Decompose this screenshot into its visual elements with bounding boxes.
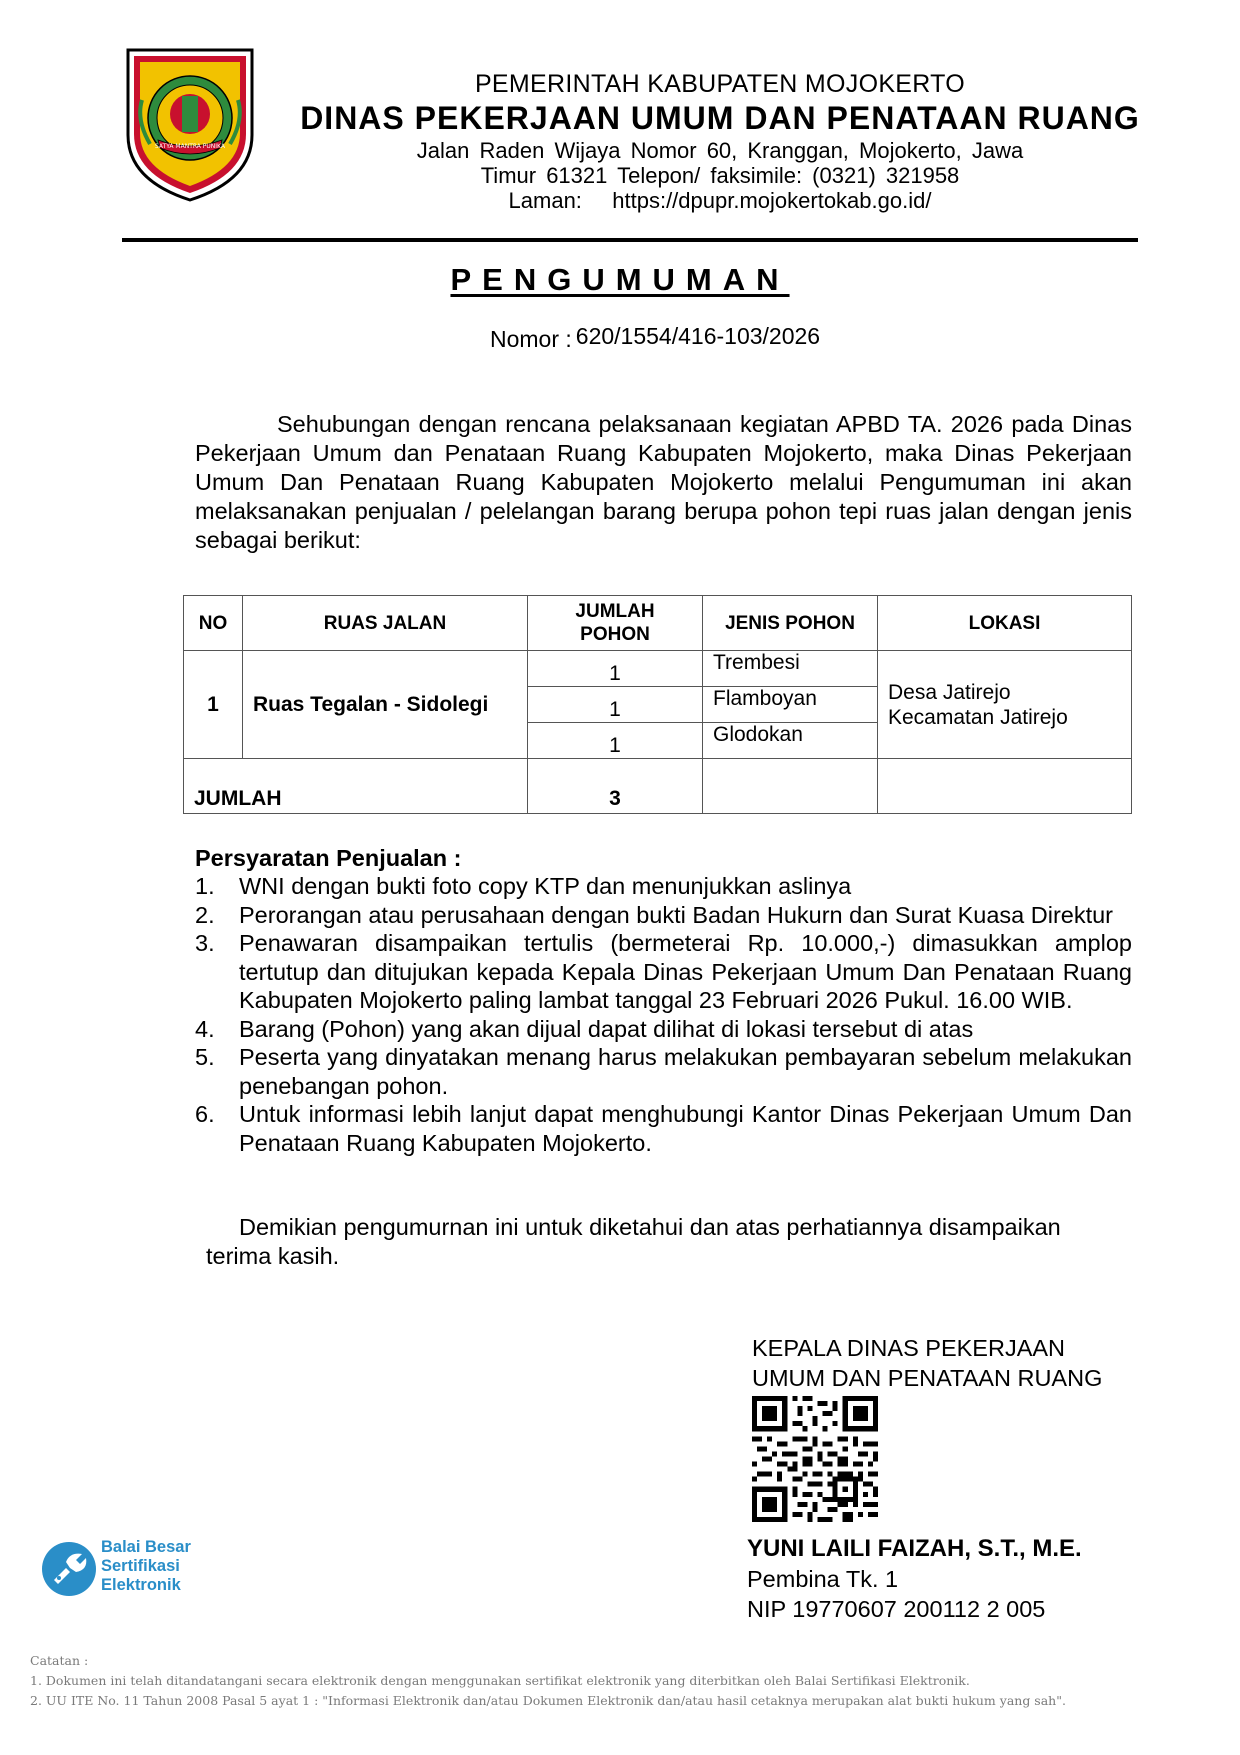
total-empty-lokasi <box>878 759 1132 814</box>
table-header-row <box>184 596 1132 651</box>
website-link[interactable]: https://dpupr.mojokertokab.go.id/ <box>612 188 932 213</box>
crest-motto: SATYA MANTRA PUNIKA <box>154 143 226 150</box>
footer-label: Catatan : <box>30 1653 89 1668</box>
qr-code-icon[interactable] <box>752 1396 878 1522</box>
signer-rank: Pembina Tk. 1 <box>747 1566 899 1592</box>
nomor-label: Nomor : <box>490 326 572 352</box>
intro-paragraph: Sehubungan dengan rencana pelaksanaan kegiatan APBD TA. 2026 pada Dinas Pekerjaan Umum dan Penataan Ruang Kabupaten Mojokerto, maka Dinas Pekerjaan Umum Dan Penataan Ruang Kabupaten Mojokerto melalui Pengumuman ini akan melaksanakan penjualan / pelelangan barang berupa pohon tepi ruas jalan dengan jenis sebagai berikut: <box>195 411 1132 553</box>
address-line-3 <box>250 188 1190 213</box>
row-no: 1 <box>184 651 243 759</box>
tree-type: Glodokan <box>703 723 878 759</box>
list-item: 3. Penawaran disampaikan tertulis (bermeterai Rp. 10.000,-) dimasukkan amplop tertutup dan ditujukan kepada Kepala Dinas Pekerjaan Umum Dan Penataan Ruang Kabupaten Mojokerto paling lambat tanggal 23 Februari 2026 Pukul. 16.00 WIB. <box>195 930 1132 1013</box>
closing-line-2: terima kasih. <box>206 1243 340 1269</box>
tree-count: 1 <box>528 687 703 723</box>
list-item: 2. Perorangan atau perusahaan dengan bukti Badan Hukurn dan Surat Kuasa Direktur <box>195 901 1114 928</box>
header-gov: PEMERINTAH KABUPATEN MOJOKERTO <box>474 70 966 98</box>
bsre-logo-icon <box>40 1540 98 1598</box>
list-item: 4. Barang (Pohon) yang akan dijual dapat dilihat di lokasi tersebut di atas <box>195 1015 974 1042</box>
header-no: NO <box>184 596 243 651</box>
row-ruas: Ruas Tegalan - Sidolegi <box>243 651 528 759</box>
header-jumlah: JUMLAH POHON <box>528 596 703 651</box>
table-row <box>184 651 1132 687</box>
lokasi-kecamatan: Kecamatan Jatirejo <box>888 705 1068 729</box>
header-jenis: JENIS POHON <box>703 596 878 651</box>
document-number <box>490 323 821 353</box>
footer-notes <box>30 1651 1066 1711</box>
header-divider <box>122 238 1138 242</box>
website-label: Laman: <box>508 188 582 213</box>
requirements-list <box>195 872 1132 1157</box>
lokasi-desa: Desa Jatirejo <box>888 680 1011 704</box>
signer-name: YUNI LAILI FAIZAH, S.T., M.E. <box>747 1535 1082 1562</box>
tree-table <box>183 595 1132 814</box>
closing-paragraph <box>195 1213 1132 1271</box>
tree-type: Trembesi <box>703 651 878 687</box>
tree-count: 1 <box>528 723 703 759</box>
nomor-value: 620/1554/416-103/2026 <box>575 323 821 349</box>
total-label: JUMLAH <box>184 759 528 814</box>
header-ruas: RUAS JALAN <box>243 596 528 651</box>
address-line-2: Timur 61321 Telepon/ faksimile: (0321) 321958 <box>480 163 960 188</box>
list-item: 6. Untuk informasi lebih lanjut dapat menghubungi Kantor Dinas Pekerjaan Umum Dan Penataan Ruang Kabupaten Mojokerto. <box>195 1101 1132 1156</box>
header-lokasi: LOKASI <box>878 596 1132 651</box>
mojokerto-regency-crest-icon <box>120 40 260 205</box>
header-address <box>250 138 1190 213</box>
signer-nip: NIP 19770607 200112 2 005 <box>747 1596 1046 1622</box>
table-total-row <box>184 759 1132 814</box>
list-item: 1. WNI dengan bukti foto copy KTP dan menunjukkan aslinya <box>195 873 852 899</box>
footer-note-2: 2. UU ITE No. 11 Tahun 2008 Pasal 5 ayat 1 : "Informasi Elektronik dan/atau Dokumen Elektronik dan/atau hasil cetaknya merupakan alat bukti hukum yang sah". <box>30 1693 1066 1708</box>
signer-position: KEPALA DINAS PEKERJAAN UMUM DAN PENATAAN RUANG <box>752 1335 1103 1391</box>
row-lokasi <box>878 651 1132 759</box>
footer-note-1: 1. Dokumen ini telah ditandatangani secara elektronik dengan menggunakan sertifikat elektronik yang diterbitkan oleh Balai Sertifikasi Elektronik. <box>30 1673 970 1688</box>
bsre-logo-text: Balai Besar Sertifikasi Elektronik <box>101 1538 191 1594</box>
total-value: 3 <box>528 759 703 814</box>
tree-type: Flamboyan <box>703 687 878 723</box>
list-item: 5. Peserta yang dinyatakan menang harus melakukan pembayaran sebelum melakukan penebangan pohon. <box>195 1044 1132 1099</box>
header-office: DINAS PEKERJAAN UMUM DAN PENATAAN RUANG <box>300 100 1140 136</box>
tree-count: 1 <box>528 651 703 687</box>
address-line-1: Jalan Raden Wijaya Nomor 60, Kranggan, Mojokerto, Jawa <box>416 138 1024 163</box>
closing-line-1: Demikian pengumurnan ini untuk diketahui dan atas perhatiannya disampaikan <box>239 1214 1061 1240</box>
document-title: PENGUMUMAN <box>450 262 790 297</box>
total-empty-jenis <box>703 759 878 814</box>
requirements-title: Persyaratan Penjualan : <box>195 845 462 871</box>
